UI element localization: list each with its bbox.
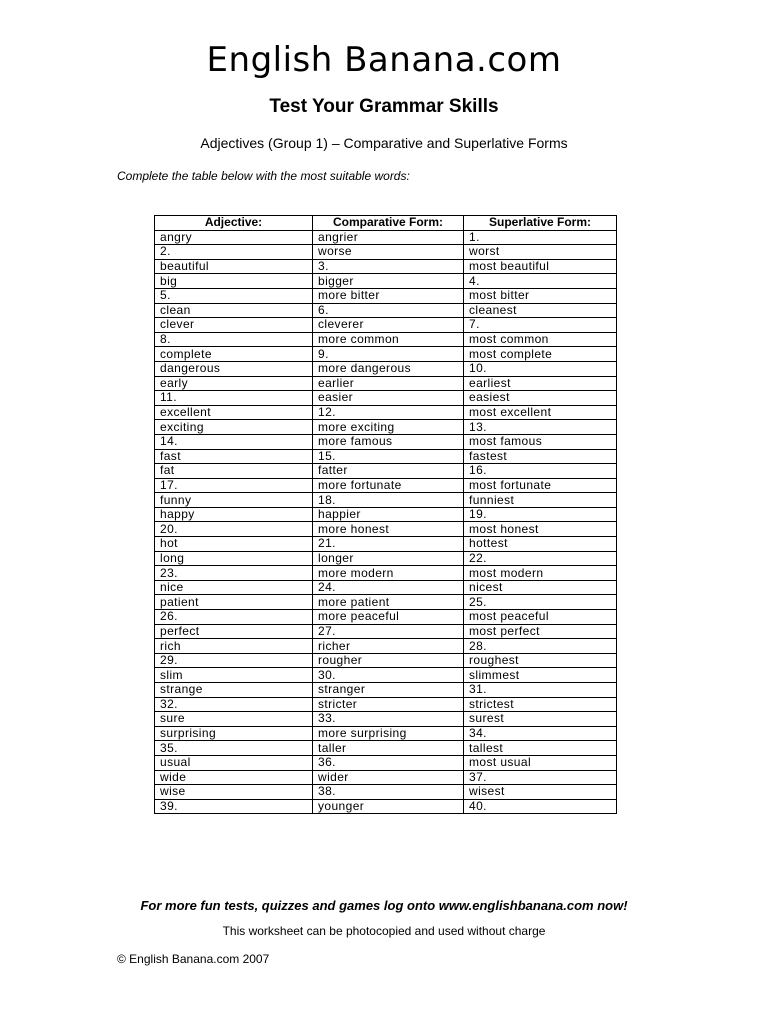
comparative-cell: 36. <box>313 755 464 770</box>
superlative-cell: most common <box>464 332 617 347</box>
superlative-cell: most famous <box>464 434 617 449</box>
page-subheading: Adjectives (Group 1) – Comparative and Superlative Forms <box>200 135 568 151</box>
comparative-cell: happier <box>313 507 464 522</box>
adjective-cell: clever <box>155 318 313 333</box>
adjective-cell: 23. <box>155 566 313 581</box>
superlative-cell: 25. <box>464 595 617 610</box>
superlative-cell: 34. <box>464 726 617 741</box>
comparative-cell: 18. <box>313 493 464 508</box>
adjective-cell: dangerous <box>155 361 313 376</box>
table-row <box>155 245 617 260</box>
adjective-cell: 11. <box>155 391 313 406</box>
adjective-cell: exciting <box>155 420 313 435</box>
superlative-cell: most beautiful <box>464 259 617 274</box>
table-row <box>155 639 617 654</box>
superlative-cell: 10. <box>464 361 617 376</box>
adjective-cell: 2. <box>155 245 313 260</box>
comparative-cell: more bitter <box>313 288 464 303</box>
comparative-cell: 12. <box>313 405 464 420</box>
superlative-cell: earliest <box>464 376 617 391</box>
comparative-cell: 3. <box>313 259 464 274</box>
adjective-cell: strange <box>155 683 313 698</box>
instruction-text: Complete the table below with the most suitable words: <box>117 169 410 183</box>
table-row <box>155 288 617 303</box>
adjective-cell: 29. <box>155 653 313 668</box>
adjective-cell: 20. <box>155 522 313 537</box>
table-row <box>155 507 617 522</box>
superlative-cell: fastest <box>464 449 617 464</box>
superlative-cell: 7. <box>464 318 617 333</box>
superlative-cell: most modern <box>464 566 617 581</box>
table-row <box>155 799 617 814</box>
adjective-cell: long <box>155 551 313 566</box>
table-row <box>155 624 617 639</box>
comparative-cell: more peaceful <box>313 610 464 625</box>
column-header-adjective: Adjective: <box>155 216 313 231</box>
table-row <box>155 610 617 625</box>
superlative-cell: 13. <box>464 420 617 435</box>
comparative-cell: more famous <box>313 434 464 449</box>
table-row <box>155 259 617 274</box>
page-heading: Test Your Grammar Skills <box>269 96 499 117</box>
adjective-cell: big <box>155 274 313 289</box>
adjective-cell: usual <box>155 755 313 770</box>
comparative-cell: more fortunate <box>313 478 464 493</box>
table-row <box>155 653 617 668</box>
adjective-cell: 17. <box>155 478 313 493</box>
table-body <box>155 230 617 814</box>
adjective-cell: fat <box>155 464 313 479</box>
adjective-cell: early <box>155 376 313 391</box>
superlative-cell: 37. <box>464 770 617 785</box>
comparative-cell: rougher <box>313 653 464 668</box>
superlative-cell: wisest <box>464 785 617 800</box>
table-row <box>155 741 617 756</box>
superlative-cell: most bitter <box>464 288 617 303</box>
comparative-cell: richer <box>313 639 464 654</box>
adjective-cell: perfect <box>155 624 313 639</box>
table-row <box>155 464 617 479</box>
comparative-cell: angrier <box>313 230 464 245</box>
photocopy-note: This worksheet can be photocopied and used without charge <box>222 924 546 938</box>
column-header-superlative: Superlative Form: <box>464 216 617 231</box>
table-row <box>155 566 617 581</box>
table-row <box>155 274 617 289</box>
superlative-cell: 28. <box>464 639 617 654</box>
site-title: English Banana.com <box>206 40 562 80</box>
superlative-cell: 19. <box>464 507 617 522</box>
adjective-cell: 32. <box>155 697 313 712</box>
comparative-cell: more exciting <box>313 420 464 435</box>
adjective-cell: 8. <box>155 332 313 347</box>
superlative-cell: most fortunate <box>464 478 617 493</box>
table-row <box>155 551 617 566</box>
table-row <box>155 668 617 683</box>
superlative-cell: hottest <box>464 537 617 552</box>
table-row <box>155 522 617 537</box>
table-row <box>155 332 617 347</box>
comparative-cell: cleverer <box>313 318 464 333</box>
superlative-cell: most excellent <box>464 405 617 420</box>
comparative-cell: stranger <box>313 683 464 698</box>
superlative-cell: cleanest <box>464 303 617 318</box>
adjective-cell: nice <box>155 580 313 595</box>
adjective-cell: excellent <box>155 405 313 420</box>
comparative-cell: stricter <box>313 697 464 712</box>
comparative-cell: more surprising <box>313 726 464 741</box>
comparative-cell: more common <box>313 332 464 347</box>
table-row <box>155 230 617 245</box>
adjective-cell: 5. <box>155 288 313 303</box>
adjective-cell: 14. <box>155 434 313 449</box>
comparative-cell: worse <box>313 245 464 260</box>
table-row <box>155 580 617 595</box>
adjective-cell: 39. <box>155 799 313 814</box>
comparative-cell: more patient <box>313 595 464 610</box>
superlative-cell: most usual <box>464 755 617 770</box>
superlative-cell: strictest <box>464 697 617 712</box>
table-row <box>155 303 617 318</box>
adjective-cell: slim <box>155 668 313 683</box>
superlative-cell: most complete <box>464 347 617 362</box>
adjective-cell: 26. <box>155 610 313 625</box>
superlative-cell: most perfect <box>464 624 617 639</box>
superlative-cell: 1. <box>464 230 617 245</box>
comparative-cell: 9. <box>313 347 464 362</box>
superlative-cell: roughest <box>464 653 617 668</box>
comparative-cell: 24. <box>313 580 464 595</box>
table-row <box>155 755 617 770</box>
comparative-cell: 15. <box>313 449 464 464</box>
comparative-cell: easier <box>313 391 464 406</box>
table-row <box>155 347 617 362</box>
superlative-cell: 40. <box>464 799 617 814</box>
comparative-cell: earlier <box>313 376 464 391</box>
copyright-notice: © English Banana.com 2007 <box>117 952 270 966</box>
table-row <box>155 318 617 333</box>
table-row <box>155 478 617 493</box>
comparative-cell: more honest <box>313 522 464 537</box>
table-row <box>155 712 617 727</box>
table-row <box>155 595 617 610</box>
table-row <box>155 683 617 698</box>
adjective-cell: clean <box>155 303 313 318</box>
superlative-cell: 4. <box>464 274 617 289</box>
superlative-cell: most peaceful <box>464 610 617 625</box>
comparative-cell: taller <box>313 741 464 756</box>
comparative-cell: 38. <box>313 785 464 800</box>
superlative-cell: surest <box>464 712 617 727</box>
table-row <box>155 405 617 420</box>
adjective-cell: happy <box>155 507 313 522</box>
table-row <box>155 420 617 435</box>
table-row <box>155 376 617 391</box>
adjective-cell: funny <box>155 493 313 508</box>
table-row <box>155 391 617 406</box>
comparative-cell: fatter <box>313 464 464 479</box>
adjective-cell: beautiful <box>155 259 313 274</box>
comparative-cell: 30. <box>313 668 464 683</box>
adjective-cell: fast <box>155 449 313 464</box>
comparative-cell: younger <box>313 799 464 814</box>
adjective-cell: sure <box>155 712 313 727</box>
superlative-cell: 16. <box>464 464 617 479</box>
table-row <box>155 449 617 464</box>
adjective-cell: surprising <box>155 726 313 741</box>
table-row <box>155 697 617 712</box>
comparative-cell: 27. <box>313 624 464 639</box>
superlative-cell: nicest <box>464 580 617 595</box>
adjective-cell: angry <box>155 230 313 245</box>
comparative-cell: wider <box>313 770 464 785</box>
adjective-cell: complete <box>155 347 313 362</box>
table-row <box>155 785 617 800</box>
column-header-comparative: Comparative Form: <box>313 216 464 231</box>
table-row <box>155 493 617 508</box>
adjective-cell: rich <box>155 639 313 654</box>
comparative-cell: bigger <box>313 274 464 289</box>
comparative-cell: more dangerous <box>313 361 464 376</box>
table-row <box>155 537 617 552</box>
superlative-cell: tallest <box>464 741 617 756</box>
superlative-cell: worst <box>464 245 617 260</box>
superlative-cell: easiest <box>464 391 617 406</box>
adjective-cell: 35. <box>155 741 313 756</box>
comparative-cell: 21. <box>313 537 464 552</box>
adjective-cell: hot <box>155 537 313 552</box>
comparative-cell: 33. <box>313 712 464 727</box>
adjective-cell: wise <box>155 785 313 800</box>
table-row <box>155 434 617 449</box>
superlative-cell: most honest <box>464 522 617 537</box>
superlative-cell: 22. <box>464 551 617 566</box>
comparative-cell: more modern <box>313 566 464 581</box>
table-row <box>155 770 617 785</box>
superlative-cell: funniest <box>464 493 617 508</box>
table-header-row <box>155 216 617 231</box>
comparative-cell: longer <box>313 551 464 566</box>
comparative-cell: 6. <box>313 303 464 318</box>
adjective-cell: wide <box>155 770 313 785</box>
table-row <box>155 726 617 741</box>
superlative-cell: 31. <box>464 683 617 698</box>
table-row <box>155 361 617 376</box>
promo-text: For more fun tests, quizzes and games log onto www.englishbanana.com now! <box>140 898 628 913</box>
superlative-cell: slimmest <box>464 668 617 683</box>
adjective-forms-table <box>154 215 617 814</box>
adjective-cell: patient <box>155 595 313 610</box>
